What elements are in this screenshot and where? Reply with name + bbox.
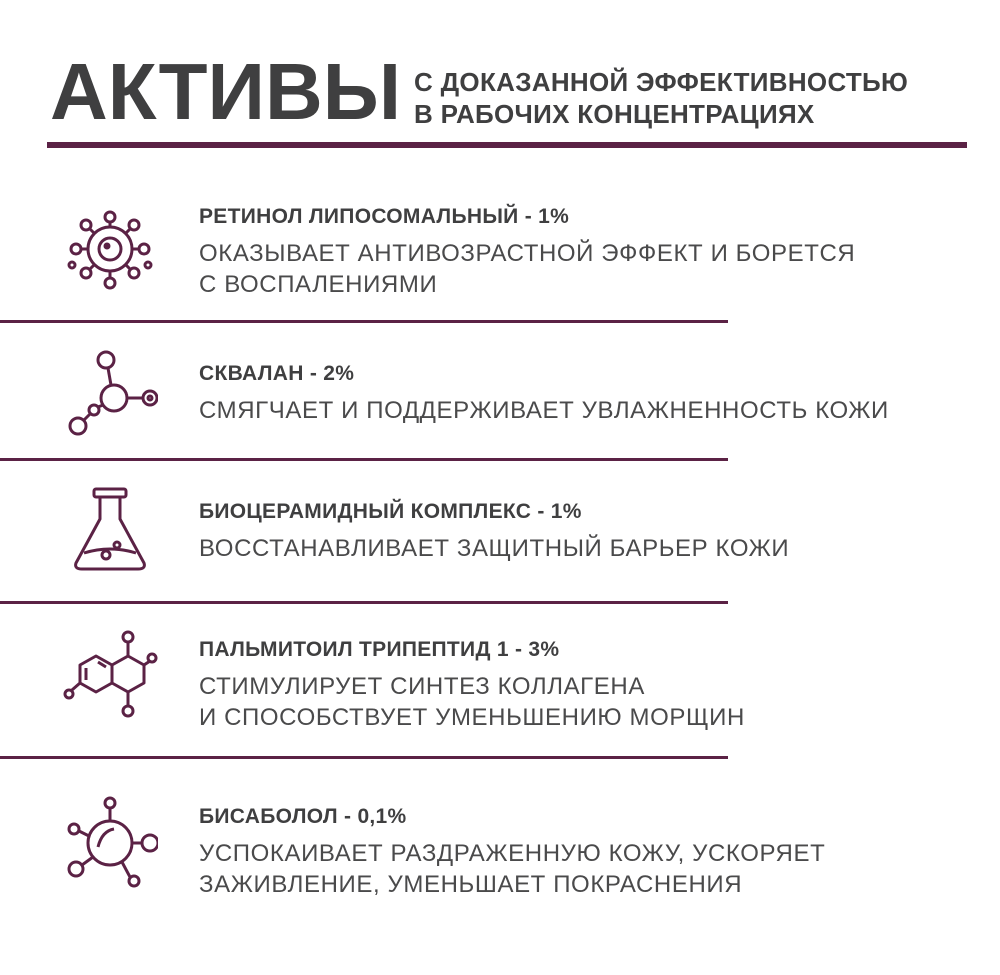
description-line: СТИМУЛИРУЕТ СИНТЕЗ КОЛЛАГЕНА	[199, 673, 645, 700]
section-divider	[0, 458, 728, 461]
ingredient-title: СКВАЛАН - 2%	[199, 362, 355, 385]
ingredient-description	[199, 533, 789, 564]
description-line: ОКАЗЫВАЕТ АНТИВОЗРАСТНОЙ ЭФФЕКТ И БОРЕТСЯ	[199, 240, 856, 267]
description-line: С ВОСПАЛЕНИЯМИ	[199, 271, 438, 298]
ingredient-description	[199, 238, 855, 300]
ingredient-description	[199, 671, 745, 733]
section-divider	[0, 756, 728, 759]
ingredient-title: БИОЦЕРАМИДНЫЙ КОМПЛЕКС - 1%	[199, 500, 582, 523]
ingredient-title: БИСАБОЛОЛ - 0,1%	[199, 805, 407, 828]
page-subtitle	[414, 66, 908, 130]
description-line: ВОССТАНАВЛИВАЕТ ЗАЩИТНЫЙ БАРЬЕР КОЖИ	[199, 535, 790, 562]
ingredient-description	[199, 395, 889, 426]
atom-molecule-icon	[62, 795, 158, 891]
subtitle-line-2: В РАБОЧИХ КОНЦЕНТРАЦИЯХ	[414, 99, 815, 129]
section-divider	[0, 601, 728, 604]
subtitle-line-1: С ДОКАЗАННОЙ ЭФФЕКТИВНОСТЬЮ	[414, 67, 909, 97]
description-line: УСПОКАИВАЕТ РАЗДРАЖЕННУЮ КОЖУ, УСКОРЯЕТ	[199, 840, 826, 867]
virus-cell-icon	[62, 205, 158, 301]
ingredient-title: ПАЛЬМИТОИЛ ТРИПЕПТИД 1 - 3%	[199, 638, 560, 661]
description-line: ЗАЖИВЛЕНИЕ, УМЕНЬШАЕТ ПОКРАСНЕНИЯ	[199, 871, 743, 898]
description-line: И СПОСОБСТВУЕТ УМЕНЬШЕНИЮ МОРЩИН	[199, 704, 745, 731]
hexagon-molecule-icon	[62, 628, 158, 724]
section-divider	[0, 320, 728, 323]
molecule-icon	[62, 348, 158, 444]
ingredient-title: РЕТИНОЛ ЛИПОСОМАЛЬНЫЙ - 1%	[199, 205, 570, 228]
description-line: СМЯГЧАЕТ И ПОДДЕРЖИВАЕТ УВЛАЖНЕННОСТЬ КОЖИ	[199, 397, 889, 424]
page-title: АКТИВЫ	[50, 47, 402, 136]
ingredient-description	[199, 838, 825, 900]
flask-icon	[62, 483, 158, 579]
header-divider	[47, 142, 967, 148]
